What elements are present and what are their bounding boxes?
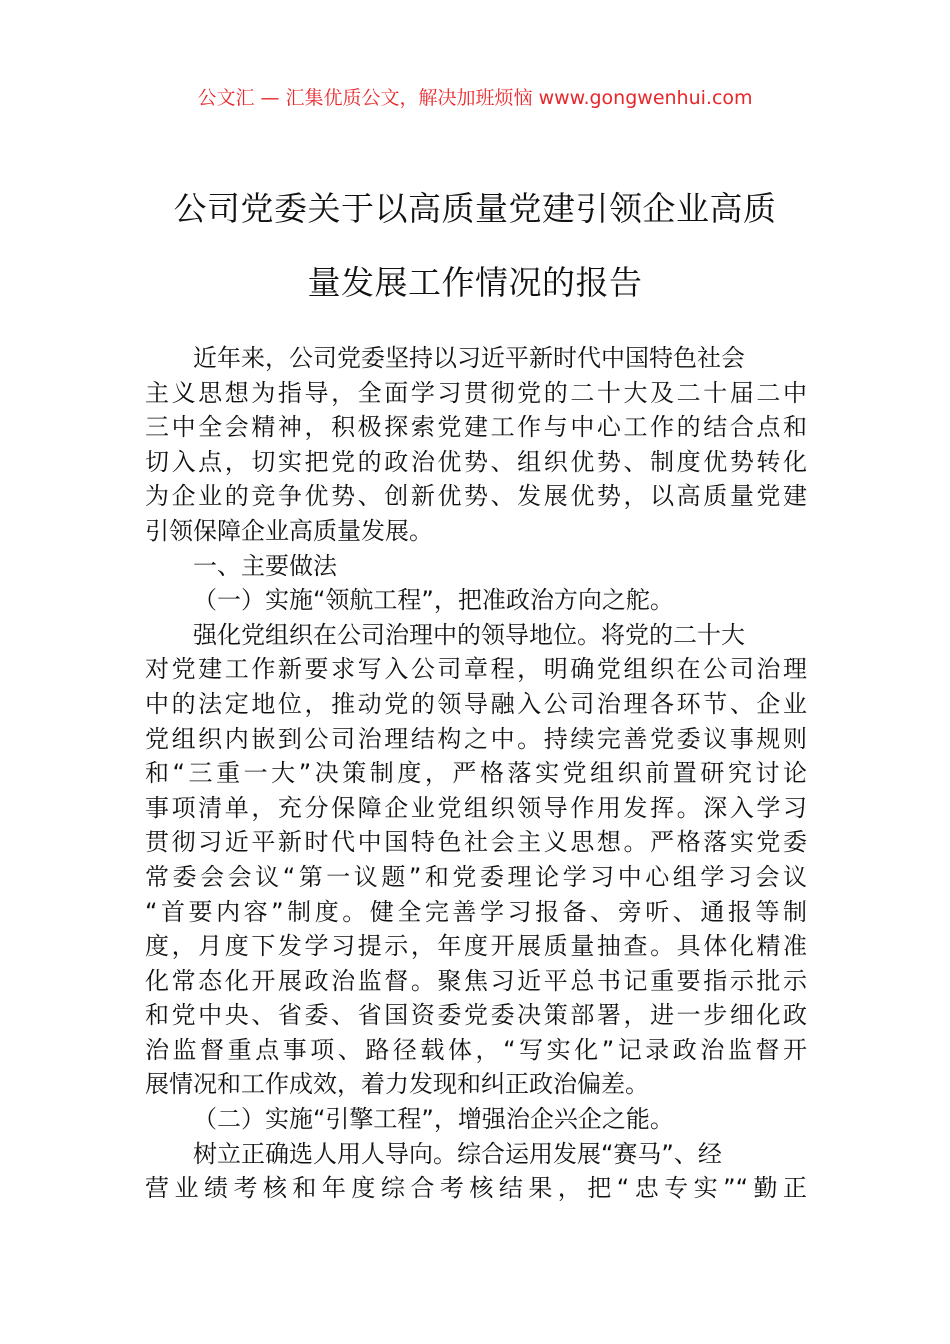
body-line: 引领保障企业高质量发展。 [145, 516, 433, 545]
document-title [145, 172, 805, 320]
body-line-paragraph-start: 树立正确选人用人导向。综合运用发展“赛马”、经 [193, 1139, 722, 1168]
body-line: 治监督重点事项、路径载体，“写实化”记录政治监督开 [145, 1035, 807, 1064]
body-line: 中的法定地位，推动党的领导融入公司治理各环节、企业 [145, 689, 807, 718]
body-line-paragraph-start: 强化党组织在公司治理中的领导地位。将党的二十大 [193, 620, 745, 649]
body-line: 为企业的竞争优势、创新优势、发展优势，以高质量党建 [145, 482, 807, 511]
header-banner: 公文汇 — 汇集优质公文，解决加班烦恼 www.gongwenhui.com [197, 87, 753, 109]
subsection-heading-1: （一）实施“领航工程”，把准政治方向之舵。 [193, 586, 674, 615]
body-line: 化常态化开展政治监督。聚焦习近平总书记重要指示批示 [145, 966, 807, 995]
body-line: 和“三重一大”决策制度，严格落实党组织前置研究讨论 [145, 759, 807, 788]
title-line-1: 公司党委关于以高质量党建引领企业高质 [173, 189, 777, 228]
body-line: 贯彻习近平新时代中国特色社会主义思想。严格落实党委 [145, 828, 807, 857]
document-body [145, 341, 807, 1206]
body-line-intro-start: 近年来，公司党委坚持以习近平新时代中国特色社会 [193, 344, 745, 372]
body-line: 常委会会议“第一议题”和党委理论学习中心组学习会议 [145, 862, 807, 891]
body-line: “首要内容”制度。健全完善学习报备、旁听、通报等制 [145, 897, 807, 926]
body-line: 展情况和工作成效，着力发现和纠正政治偏差。 [145, 1070, 649, 1099]
body-line: 和党中央、省委、省国资委党委决策部署，进一步细化政 [145, 1001, 807, 1030]
body-line: 党组织内嵌到公司治理结构之中。持续完善党委议事规则 [145, 724, 807, 753]
title-line-2: 量发展工作情况的报告 [307, 263, 643, 302]
body-line: 三中全会精神，积极探索党建工作与中心工作的结合点和 [145, 413, 807, 442]
section-heading-1: 一、主要做法 [193, 551, 337, 580]
body-line: 主义思想为指导，全面学习贯彻党的二十大及二十届二中 [145, 378, 807, 407]
body-line: 营业绩考核和年度综合考核结果，把“忠专实”“勤正 [145, 1174, 807, 1203]
body-line: 事项清单，充分保障企业党组织领导作用发挥。深入学习 [145, 793, 807, 822]
body-line: 度，月度下发学习提示，年度开展质量抽查。具体化精准 [145, 932, 807, 961]
subsection-heading-2: （二）实施“引擎工程”，增强治企兴企之能。 [193, 1105, 674, 1134]
body-line: 对党建工作新要求写入公司章程，明确党组织在公司治理 [145, 655, 807, 684]
body-line: 切入点，切实把党的政治优势、组织优势、制度优势转化 [145, 447, 807, 476]
